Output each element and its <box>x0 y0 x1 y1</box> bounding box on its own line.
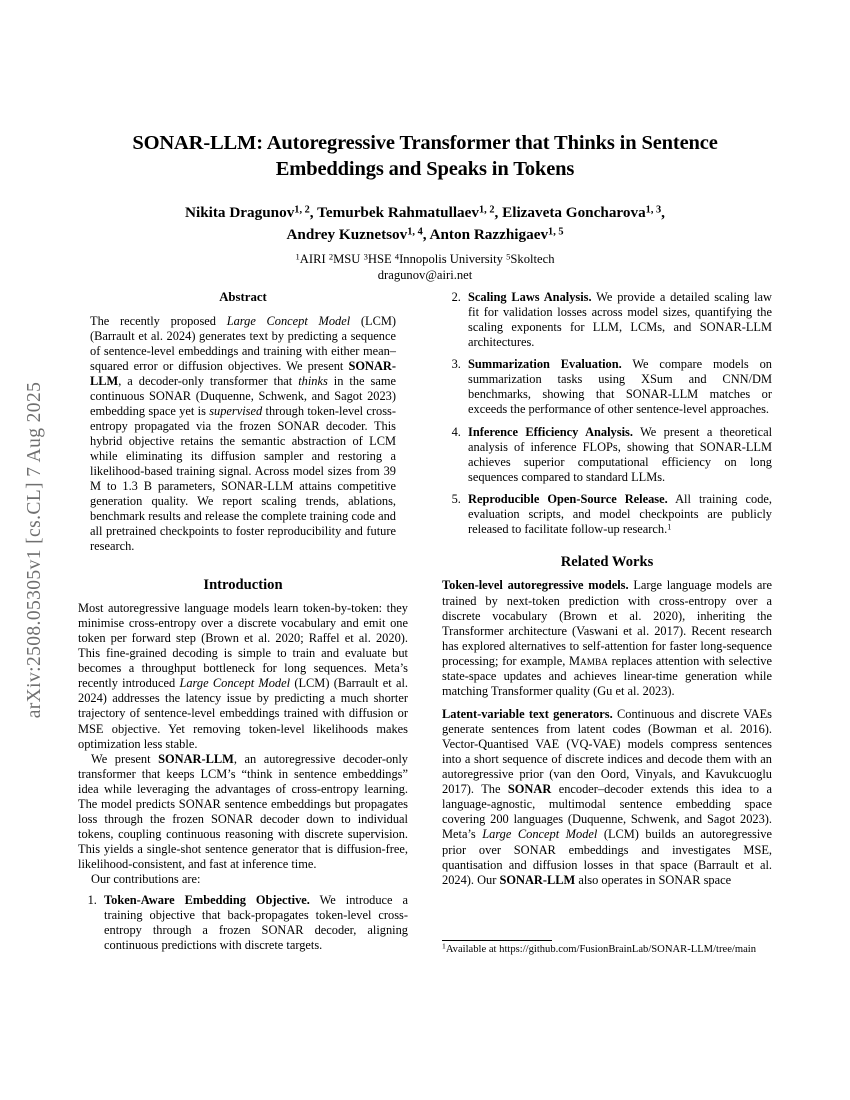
paragraph-emphasis: Large Concept Model <box>482 827 598 842</box>
two-column-body <box>75 290 775 1050</box>
contribution-title: Inference Efficiency Analysis. <box>468 424 633 439</box>
abstract-model-name: SONAR-LLM <box>90 358 396 388</box>
affiliation-marker: 4 <box>394 251 400 262</box>
author-line-1 <box>75 202 775 224</box>
footnote-block <box>442 940 772 957</box>
list-item <box>464 425 772 485</box>
abstract-text: The recently proposed <box>90 313 227 328</box>
affiliation-marker: 2 <box>328 251 334 262</box>
introduction-heading: Introduction <box>203 576 283 593</box>
author-affiliation-marker: 1, 5 <box>548 226 564 238</box>
author-list <box>75 202 775 245</box>
author-affiliation-marker: 1, 2 <box>294 205 310 217</box>
footnote-number: 1 <box>442 941 446 951</box>
author-separator: , <box>661 204 665 222</box>
author-affiliation-marker: 1, 3 <box>645 205 662 217</box>
paragraph-model-name: SONAR-LLM <box>158 751 234 766</box>
contribution-title: Reproducible Open-Source Release. <box>468 491 668 506</box>
paragraph-text: Most autoregressive language models learn token-by-token: they minimise cross-entropy over a discrete vocabulary and emit one token per forward step (Brown et al. 2020; Raffel et al. 2020). This fine-grained decoding is simple to train and evaluate but becomes a throughput bottleneck for long sequences. Meta’s recently introduced <box>78 601 408 691</box>
introduction-paragraph-3: Our contributions are: <box>91 872 201 887</box>
abstract-text: , a decoder-only transformer that <box>118 373 299 388</box>
list-item <box>464 357 772 417</box>
related-works-paragraph-1 <box>442 578 772 699</box>
paragraph-text: replaces attention with selective state-space updates and achieves linear-time generation while matching Transformer quality (Gu et al. 2023). <box>442 653 772 698</box>
contribution-title: Summarization Evaluation. <box>468 357 622 372</box>
paragraph-lead-in: Latent-variable text generators. <box>442 706 613 721</box>
left-column <box>78 290 408 953</box>
affiliation-marker: 3 <box>363 251 368 262</box>
contribution-title: Token-Aware Embedding Objective. <box>104 893 310 908</box>
author-line-2 <box>75 224 775 246</box>
related-works-heading: Related Works <box>560 553 654 570</box>
paragraph-lead-in: Token-level autoregressive models. <box>442 578 629 593</box>
footnote-body[interactable]: Available at https://github.com/FusionBrainLab/SONAR-LLM/tree/main <box>445 944 757 955</box>
contributions-list <box>78 893 408 953</box>
list-item <box>100 893 408 953</box>
contact-email[interactable]: dragunov@airi.net <box>377 268 473 283</box>
footnote-rule <box>442 940 552 941</box>
spacer <box>78 555 408 577</box>
author-affiliation-marker: 1, 4 <box>407 226 423 238</box>
abstract-body <box>90 314 396 555</box>
author-name: , Elizaveta Goncharova <box>494 204 646 222</box>
author-affiliation-marker: 1, 2 <box>479 205 495 217</box>
footnote-text <box>442 941 772 957</box>
paragraph-text: We present <box>91 751 159 766</box>
paragraph-text: (LCM) (Barrault et al. 2024) addresses the latency issue by predicting a much shorter trajectory of sentence-level embeddings trained with diffusion or MSE objective. Yet removing token-level likelihoods makes optimization less stable. <box>78 676 408 751</box>
contributions-list-continued <box>442 290 772 537</box>
contribution-text: We present a theoretical analysis of inference FLOPs, showing that SONAR-LLM achieves superior computational efficiency on long sequences compared to standard LLMs. <box>468 424 773 484</box>
introduction-paragraph-2 <box>78 752 408 873</box>
paragraph-text: (LCM) builds an autoregressive prior over SONAR embeddings and investigates MSE, quantisation and diffusion losses in that space (Barrault et al. 2024). Our <box>442 827 772 887</box>
paragraph-text: Large language models are trained by next-token prediction with cross-entropy over a discrete vocabulary (Brown et al. 2020), inheriting the Transformer architecture (Vaswani et al. 2017). Recent research has explored alternatives to self-attention for faster long-sequence processing; for example, <box>442 578 772 668</box>
contribution-text: We provide a detailed scaling law fit for validation losses across model sizes, quantifying the scaling exponents for LLM, LCMs, and SONAR-LLM architectures. <box>468 290 772 350</box>
footnote-marker[interactable]: 1 <box>667 522 672 532</box>
paper-page <box>75 0 775 1100</box>
page-title: SONAR-LLM: Autoregressive Transformer that Thinks in Sentence Embeddings and Speaks in Tokens <box>132 132 718 181</box>
affiliation-marker: 5 <box>506 251 511 262</box>
affiliation-name: Skoltech <box>510 251 555 266</box>
paragraph-emphasis: Large Concept Model <box>179 676 291 691</box>
abstract-emphasis: Large Concept Model <box>226 313 351 328</box>
spacer <box>442 537 772 554</box>
affiliation-marker: 1 <box>295 251 300 262</box>
paragraph-smallcaps-term: Mamba <box>568 653 608 668</box>
contribution-text: We introduce a training objective that back-propagates token-level cross-entropy through a frozen SONAR decoder, aligning continuous predictions with discrete targets. <box>104 893 408 953</box>
contribution-text: All training code, evaluation scripts, and model checkpoints are publicly released to facilitate follow-up research. <box>468 491 772 536</box>
paragraph-model-name: SONAR <box>507 782 552 797</box>
list-item <box>464 492 772 537</box>
author-name: , Anton Razzhigaev <box>422 226 549 244</box>
abstract-text: in the same continuous SONAR (Duquenne, Schwenk, and Sagot 2023) embedding space yet is <box>90 373 396 418</box>
list-item <box>464 290 772 350</box>
arxiv-stamp <box>0 0 70 1100</box>
affiliation-list <box>75 251 775 268</box>
abstract-heading: Abstract <box>219 290 267 304</box>
right-column <box>442 290 772 888</box>
abstract-emphasis: supervised <box>209 403 263 418</box>
introduction-paragraph-1 <box>78 601 408 752</box>
contribution-text: We compare models on summarization tasks using XSum and CNN/DM benchmarks, showing that SONAR-LLM matches or exceeds the performance of other sentence-level approaches. <box>468 357 772 417</box>
paragraph-model-name: SONAR-LLM <box>499 872 576 887</box>
affiliation-name: Innopolis University <box>399 251 503 266</box>
affiliation-name: HSE <box>367 251 392 266</box>
abstract-text: (LCM) (Barrault et al. 2024) generates text by predicting a sequence of sentence-level embeddings and training with either mean–squared error or diffusion objectives. We present <box>90 313 396 373</box>
author-name: , Temurbek Rahmatullaev <box>309 204 479 222</box>
paragraph-text: encoder–decoder extends this idea to a language-agnostic, multimodal sentence embedding space covering 200 languages (Duquenne, Schwenk, and Sagot 2023). Meta’s <box>442 782 772 842</box>
author-name: Andrey Kuznetsov <box>286 226 408 244</box>
related-works-paragraph-2 <box>442 707 772 888</box>
arxiv-stamp-text: arXiv:2508.05305v1 [cs.CL] 7 Aug 2025 <box>24 381 45 719</box>
paragraph-text: Continuous and discrete VAEs generate sentences from latent codes (Bowman et al. 2016). Vector-Quantised VAE (VQ-VAE) models compress sentences into a short sequence of discrete indices and decode them with an autoregressive prior (van den Oord, Vinyals, and Kavukcuoglu 2017). The <box>442 706 772 797</box>
paragraph-text: , an autoregressive decoder-only transformer that keeps LCM’s “think in sentence embeddings” idea while leveraging the advantages of cross-entropy learning. The model predicts SONAR sentence embeddings but propagates loss through the frozen SONAR decoder down to individual tokens, coupling continuous reasoning with discrete supervision. This yields a single-shot sentence generator that is diffusion-free, likelihood-consistent, and fast at inference time. <box>78 751 408 872</box>
title-block <box>75 0 775 284</box>
paragraph-text: also operates in SONAR space <box>575 872 732 887</box>
affiliation-name: AIRI <box>299 251 326 266</box>
abstract-emphasis: thinks <box>298 373 328 388</box>
spacer <box>442 699 772 707</box>
contribution-title: Scaling Laws Analysis. <box>468 290 592 304</box>
affiliation-name: MSU <box>333 251 361 266</box>
author-name: Nikita Dragunov <box>185 204 295 222</box>
abstract-text: through token-level cross-entropy propagated via the frozen SONAR decoder. This hybrid objective retains the semantic abstraction of LCM while eliminating its diffusion sampler and restoring a likelihood-based training signal. Across model sizes from 39 M to 1.3 B parameters, SONAR-LLM attains competitive generation quality. We report scaling trends, ablations, benchmark results and release the complete training code and all pretrained checkpoints to foster reproducibility and future research. <box>90 403 396 554</box>
